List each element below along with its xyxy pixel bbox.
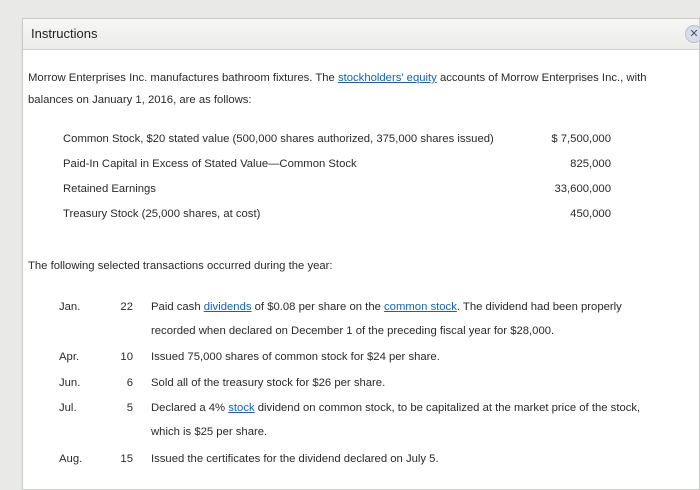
title-bar (23, 19, 699, 50)
transaction-day: 15 (120, 453, 133, 465)
transaction-day: 22 (120, 301, 133, 313)
intro-paragraph (28, 67, 673, 111)
account-name: Paid-In Capital in Excess of Stated Value—Common Stock (63, 158, 357, 170)
account-name: Common Stock, $20 stated value (500,000 shares authorized, 375,000 shares issued) (63, 133, 494, 145)
transaction-text: . The dividend had been properly recorded when declared on December 1 of the preceding fiscal year for $28,000. (151, 301, 622, 337)
window-title: Instructions (31, 26, 98, 41)
stockholders-equity-link[interactable]: stockholders' equity (337, 72, 437, 84)
transaction-month: Apr. (59, 351, 80, 363)
transaction-day: 6 (126, 377, 133, 389)
account-row (63, 133, 611, 153)
account-amount: 33,600,000 (554, 183, 611, 195)
transaction-month: Jun. (59, 377, 81, 389)
account-amount: $ 7,500,000 (551, 133, 611, 145)
transaction-day: 5 (126, 402, 133, 414)
transaction-text: of $0.08 per share on the (251, 301, 385, 313)
transaction-description: Issued the certificates for the dividend declared on July 5. (151, 453, 439, 465)
transaction-description (151, 295, 656, 343)
transaction-month: Jul. (59, 402, 77, 414)
transaction-month: Jan. (59, 301, 81, 313)
transaction-description (151, 396, 656, 444)
intro-text-start: Morrow Enterprises Inc. manufactures bathroom fixtures. The (28, 72, 338, 84)
stock-link[interactable]: stock (228, 402, 255, 414)
account-amount: 450,000 (570, 208, 611, 220)
common-stock-link[interactable]: common stock (384, 301, 457, 313)
account-amount: 825,000 (570, 158, 611, 170)
account-name: Treasury Stock (25,000 shares, at cost) (63, 208, 261, 220)
account-row (63, 158, 611, 178)
transactions-intro: The following selected transactions occurred during the year: (28, 260, 333, 272)
transaction-text: Declared a 4% (151, 402, 229, 414)
account-row (63, 208, 611, 228)
transaction-description: Issued 75,000 shares of common stock for $24 per share. (151, 351, 440, 363)
transaction-text: Paid cash (151, 301, 204, 313)
transaction-description: Sold all of the treasury stock for $26 per share. (151, 377, 386, 389)
intro-text-end: accounts of Morrow Enterprises Inc., with balances on January 1, 2016, are as follows: (28, 72, 647, 106)
account-name: Retained Earnings (63, 183, 156, 195)
close-icon[interactable]: ✕ (685, 25, 700, 43)
transaction-month: Aug. (59, 453, 83, 465)
instructions-panel (22, 18, 700, 490)
account-row (63, 183, 611, 203)
dividends-link[interactable]: dividends (203, 301, 252, 313)
transaction-day: 10 (120, 351, 133, 363)
transaction-text: dividend on common stock, to be capitalized at the market price of the stock, which is $25 per share. (151, 402, 641, 438)
